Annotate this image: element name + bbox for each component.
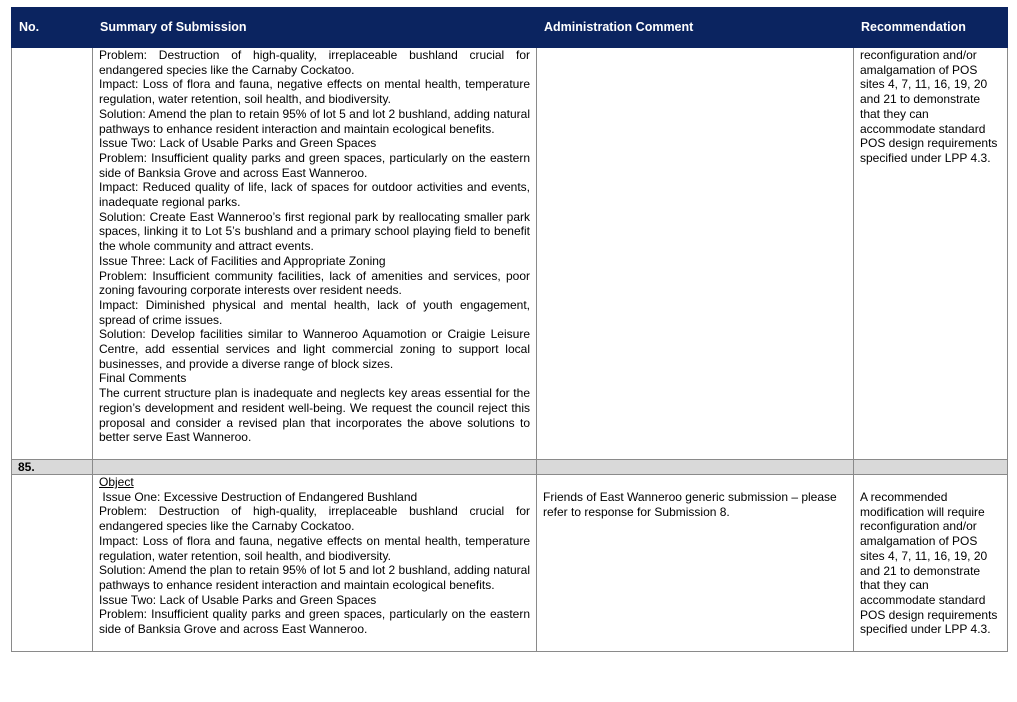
summary-heading: Issue Two: Lack of Usable Parks and Green Spaces bbox=[99, 592, 377, 607]
number-row-empty-cell bbox=[537, 460, 854, 475]
submission-number: 85. bbox=[12, 460, 93, 475]
summary-paragraph: Impact: Diminished physical and mental health, lack of youth engagement, spread of crime issues. bbox=[99, 297, 530, 327]
admin-comment-cell bbox=[537, 475, 854, 652]
summary-paragraph: Problem: Insufficient quality parks and green spaces, particularly on the eastern side of Banksia Grove and across East Wanneroo. bbox=[99, 150, 530, 180]
recommendation-cell bbox=[854, 475, 1008, 652]
summary-paragraph: Problem: Destruction of high-quality, irreplaceable bushland crucial for endangered species like the Carnaby Cockatoo. bbox=[99, 48, 530, 77]
column-header-summary: Summary of Submission bbox=[93, 8, 537, 48]
submission-summary-cell bbox=[93, 475, 537, 652]
summary-paragraph: Solution: Amend the plan to retain 95% of lot 5 and lot 2 bushland, adding natural pathways to enhance resident interaction and maintain ecological benefits. bbox=[99, 563, 530, 592]
number-row-empty-cell bbox=[854, 460, 1008, 475]
table-row-submission-85 bbox=[12, 475, 1008, 652]
summary-heading: Issue Three: Lack of Facilities and Appropriate Zoning bbox=[99, 253, 386, 268]
submission-summary-cell bbox=[93, 48, 537, 460]
summary-paragraph: Impact: Loss of flora and fauna, negative effects on mental health, temperature regulation, water retention, soil health, and biodiversity. bbox=[99, 533, 530, 563]
summary-paragraph: Solution: Create East Wanneroo’s first regional park by reallocating smaller park spaces, linking it to Lot 5’s bushland and a primary school playing field to benefit the whole community and attract events. bbox=[99, 209, 530, 254]
summary-paragraph: Solution: Amend the plan to retain 95% of lot 5 and lot 2 bushland, adding natural pathways to enhance resident interaction and maintain ecological benefits. bbox=[99, 106, 530, 136]
recommendation-text: A recommended modification will require reconfiguration and/or amalgamation of POS sites 4, 7, 11, 16, 19, 20 and 21 to demonstrate that they can accommodate standard POS design requirements specified under LPP 4.3. bbox=[860, 490, 998, 637]
summary-heading: Final Comments bbox=[99, 371, 187, 386]
summary-paragraph: Problem: Destruction of high-quality, irreplaceable bushland crucial for endangered species like the Carnaby Cockatoo. bbox=[99, 504, 530, 534]
submission-number-row bbox=[12, 460, 1008, 475]
table-row-continued bbox=[12, 48, 1008, 460]
summary-paragraph: The current structure plan is inadequate and neglects key areas essential for the region’s development and resident well-being. We request the council reject this proposal and consider a revised plan that incorporates the above solutions to better serve East Wanneroo. bbox=[99, 386, 530, 445]
admin-comment-cell bbox=[537, 48, 854, 460]
summary-paragraph: Impact: Loss of flora and fauna, negative effects on mental health, temperature regulation, water retention, soil health, and biodiversity. bbox=[99, 77, 530, 107]
table-header-row bbox=[12, 8, 1008, 48]
submission-number-cell bbox=[12, 48, 93, 460]
recommendation-cell bbox=[854, 48, 1008, 460]
column-header-no: No. bbox=[12, 8, 93, 48]
summary-heading: Issue Two: Lack of Usable Parks and Green Spaces bbox=[99, 136, 377, 151]
recommendation-text: reconfiguration and/or amalgamation of POS sites 4, 7, 11, 16, 19, 20 and 21 to demonstrate that they can accommodate standard POS design requirements specified under LPP 4.3. bbox=[860, 48, 998, 165]
summary-heading: Issue One: Excessive Destruction of Endangered Bushland bbox=[99, 489, 418, 504]
object-label: Object bbox=[99, 475, 134, 489]
summary-paragraph: Problem: Insufficient quality parks and green spaces, particularly on the eastern side of Banksia Grove and across East Wanneroo. bbox=[99, 607, 530, 637]
summary-paragraph: Problem: Insufficient community facilities, lack of amenities and services, poor zoning favouring corporate interests over resident needs. bbox=[99, 268, 530, 298]
admin-comment-text: Friends of East Wanneroo generic submission – please refer to response for Submission 8. bbox=[543, 490, 837, 519]
submission-number-cell bbox=[12, 475, 93, 652]
submissions-table bbox=[11, 7, 1008, 652]
object-label-line bbox=[99, 475, 530, 490]
number-row-empty-cell bbox=[93, 460, 537, 475]
column-header-admin-comment: Administration Comment bbox=[537, 8, 854, 48]
summary-paragraph: Solution: Develop facilities similar to Wanneroo Aquamotion or Craigie Leisure Centre, add essential services and light commercial zoning to support local businesses, and provide a diverse range of block sizes. bbox=[99, 327, 530, 371]
column-header-recommendation: Recommendation bbox=[854, 8, 1008, 48]
summary-paragraph: Impact: Reduced quality of life, lack of spaces for outdoor activities and events, inadequate regional parks. bbox=[99, 180, 530, 210]
